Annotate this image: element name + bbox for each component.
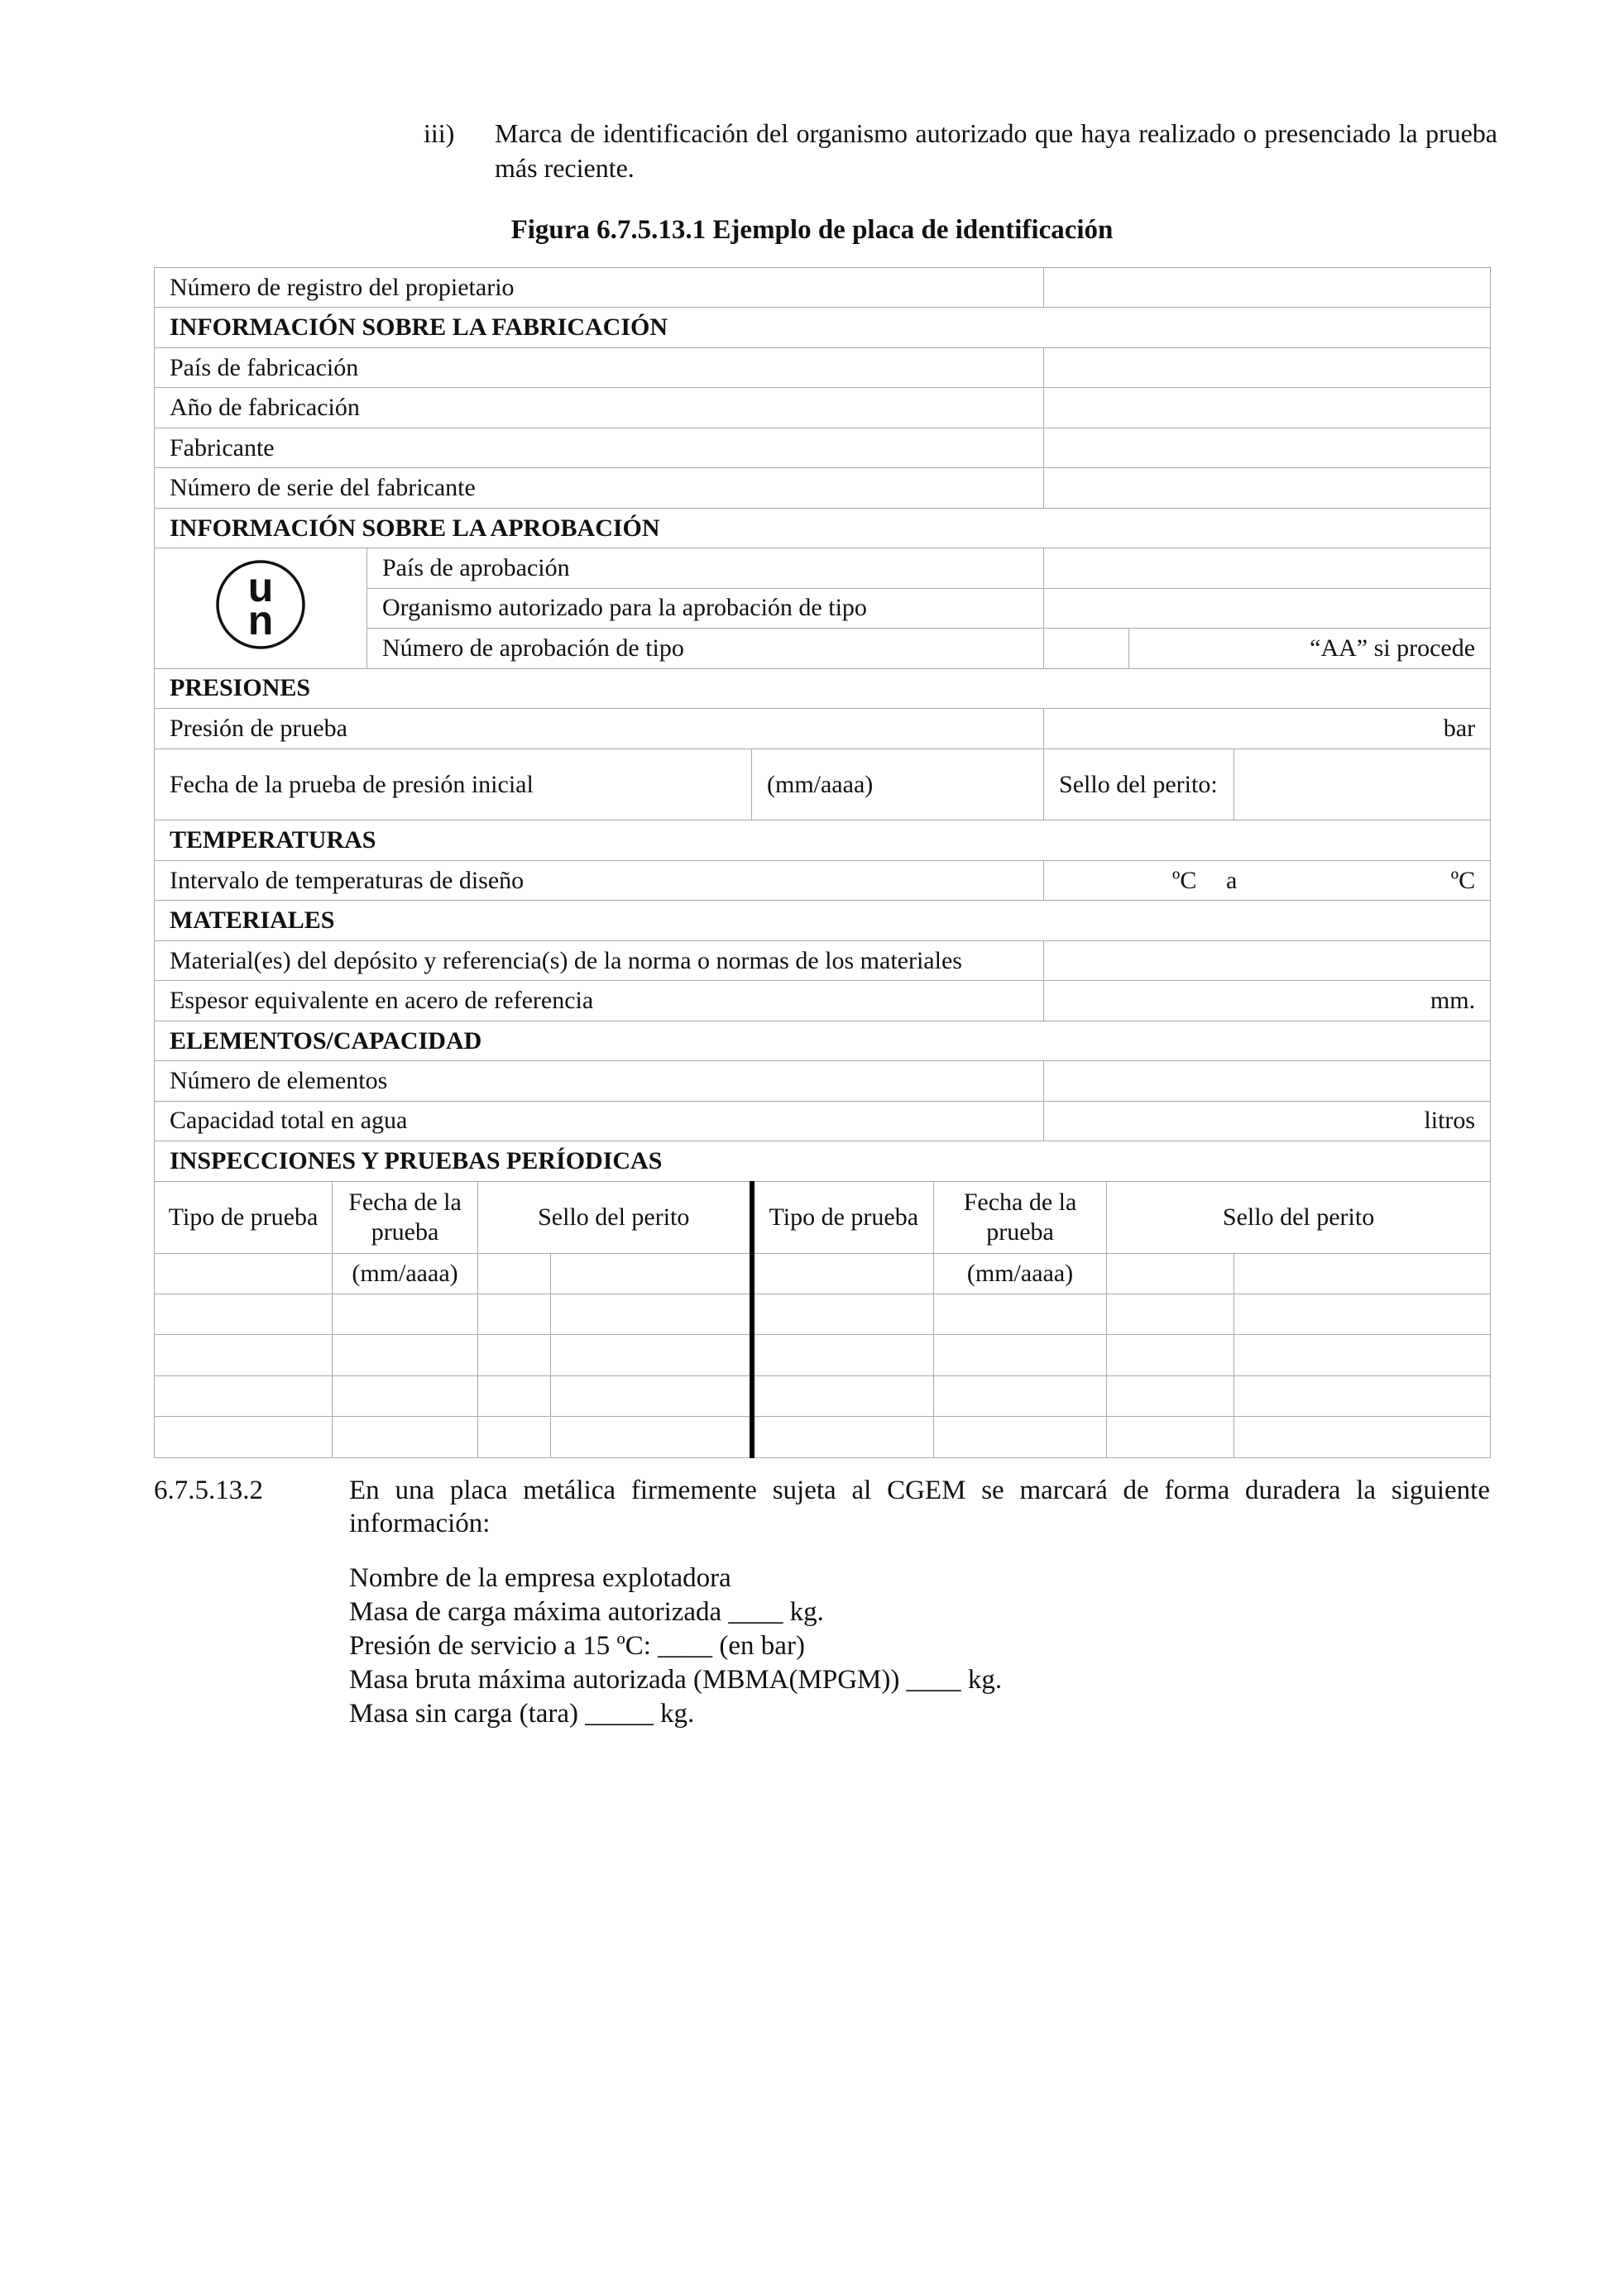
equivalent-thickness-unit: mm. — [1044, 981, 1491, 1021]
table-row — [155, 428, 1491, 467]
total-water-capacity-unit: litros — [1044, 1101, 1491, 1141]
owner-registration-value — [1044, 268, 1491, 308]
table-row — [155, 901, 1491, 940]
marking-line: Masa sin carga (tara) _____ kg. — [349, 1699, 695, 1729]
temperature-unit-to: ºC — [1450, 866, 1476, 894]
list-item-text: Marca de identificación del organismo autorizado que haya realizado o presenciado la prueba más reciente. — [495, 118, 1497, 183]
un-logo-cell — [155, 548, 367, 668]
country-of-manufacture-label: País de fabricación — [155, 347, 1044, 387]
temperature-separator: a — [1226, 866, 1238, 894]
manufacturer-label: Fabricante — [155, 428, 1044, 467]
approval-section-header: INFORMACIÓN SOBRE LA APROBACIÓN — [155, 508, 1491, 548]
list-item-number: iii) — [424, 118, 455, 148]
shell-materials-value — [1044, 940, 1491, 980]
table-row — [155, 1417, 1491, 1458]
design-temperature-range-label: Intervalo de temperaturas de diseño — [155, 860, 1044, 900]
marking-line: Presión de servicio a 15 ºC: ____ (en bar) — [349, 1631, 805, 1661]
pressures-section-header: PRESIONES — [155, 668, 1491, 708]
table-row — [155, 749, 1491, 820]
table-row — [155, 548, 1491, 588]
materials-section-header: MATERIALES — [155, 901, 1491, 940]
marking-line: Masa de carga máxima autorizada ____ kg. — [349, 1597, 824, 1627]
table-row — [155, 1021, 1491, 1060]
table-row — [155, 508, 1491, 548]
manufacturer-serial-label: Número de serie del fabricante — [155, 468, 1044, 508]
test-date-header-left: Fecha de la prueba — [333, 1181, 478, 1253]
table-row — [155, 1253, 1491, 1294]
manufacturer-value — [1044, 428, 1491, 467]
test-date-header-right: Fecha de la prueba — [934, 1181, 1107, 1253]
table-row — [155, 1181, 1491, 1253]
approval-number-value — [1044, 629, 1129, 668]
test-type-header-left: Tipo de prueba — [155, 1181, 333, 1253]
shell-materials-label: Material(es) del depósito y referencia(s) de la norma o normas de los materiales — [155, 940, 1044, 980]
initial-test-date-label: Fecha de la prueba de presión inicial — [155, 749, 752, 820]
expert-stamp-header-right: Sello del perito — [1107, 1181, 1491, 1253]
approval-body-value — [1044, 588, 1491, 628]
initial-test-date-format: (mm/aaaa) — [752, 749, 1044, 820]
date-format-right: (mm/aaaa) — [934, 1253, 1107, 1294]
elements-section-header: ELEMENTOS/CAPACIDAD — [155, 1021, 1491, 1060]
un-logo-letter-u: u — [247, 563, 274, 610]
table-row — [155, 1061, 1491, 1101]
un-logo-letter-n: n — [247, 596, 274, 643]
date-format-left: (mm/aaaa) — [333, 1253, 478, 1294]
test-pressure-label: Presión de prueba — [155, 709, 1044, 749]
total-water-capacity-label: Capacidad total en agua — [155, 1101, 1044, 1141]
country-of-manufacture-value — [1044, 347, 1491, 387]
country-of-approval-label: País de aprobación — [367, 548, 1044, 588]
table-row — [155, 1294, 1491, 1335]
marking-lines — [349, 1562, 1002, 1731]
number-of-elements-label: Número de elementos — [155, 1061, 1044, 1101]
identification-plate-table — [154, 267, 1491, 1458]
table-row — [155, 820, 1491, 860]
design-temperature-range-value — [1044, 860, 1491, 900]
inspections-section-header: INSPECCIONES Y PRUEBAS PERÍODICAS — [155, 1141, 1491, 1181]
table-row — [155, 709, 1491, 749]
table-row — [155, 268, 1491, 308]
table-row — [155, 308, 1491, 347]
table-row — [155, 940, 1491, 980]
temperature-unit-from: ºC — [1172, 866, 1197, 894]
marking-line: Masa bruta máxima autorizada (MBMA(MPGM)) ____ kg. — [349, 1665, 1003, 1695]
table-row — [155, 981, 1491, 1021]
table-row — [155, 468, 1491, 508]
approval-number-label: Número de aprobación de tipo — [367, 629, 1044, 668]
owner-registration-label: Número de registro del propietario — [155, 268, 1044, 308]
year-of-manufacture-value — [1044, 388, 1491, 428]
expert-stamp-label: Sello del perito: — [1044, 749, 1234, 820]
section-text: En una placa metálica firmemente sujeta al CGEM se marcará de forma duradera la siguiente información: — [349, 1476, 1490, 1538]
section-number: 6.7.5.13.2 — [154, 1476, 263, 1505]
manufacturing-section-header: INFORMACIÓN SOBRE LA FABRICACIÓN — [155, 308, 1491, 347]
test-type-header-right: Tipo de prueba — [752, 1181, 934, 1253]
expert-stamp-header-left: Sello del perito — [478, 1181, 752, 1253]
manufacturer-serial-value — [1044, 468, 1491, 508]
number-of-elements-value — [1044, 1061, 1491, 1101]
country-of-approval-value — [1044, 548, 1491, 588]
table-row — [155, 1375, 1491, 1416]
table-row — [155, 347, 1491, 387]
equivalent-thickness-label: Espesor equivalente en acero de referencia — [155, 981, 1044, 1021]
test-pressure-unit: bar — [1044, 709, 1491, 749]
table-row — [155, 388, 1491, 428]
approval-body-label: Organismo autorizado para la aprobación de tipo — [367, 588, 1044, 628]
table-row — [155, 1335, 1491, 1375]
marking-line: Nombre de la empresa explotadora — [349, 1563, 731, 1593]
table-row — [155, 860, 1491, 900]
aa-note: “AA” si procede — [1129, 629, 1491, 668]
expert-stamp-value — [1234, 749, 1491, 820]
year-of-manufacture-label: Año de fabricación — [155, 388, 1044, 428]
un-logo-icon — [214, 558, 307, 651]
figure-title: Figura 6.7.5.13.1 Ejemplo de placa de identificación — [510, 215, 1114, 245]
temperatures-section-header: TEMPERATURAS — [155, 820, 1491, 860]
table-row — [155, 1141, 1491, 1181]
table-row — [155, 668, 1491, 708]
table-row — [155, 1101, 1491, 1141]
